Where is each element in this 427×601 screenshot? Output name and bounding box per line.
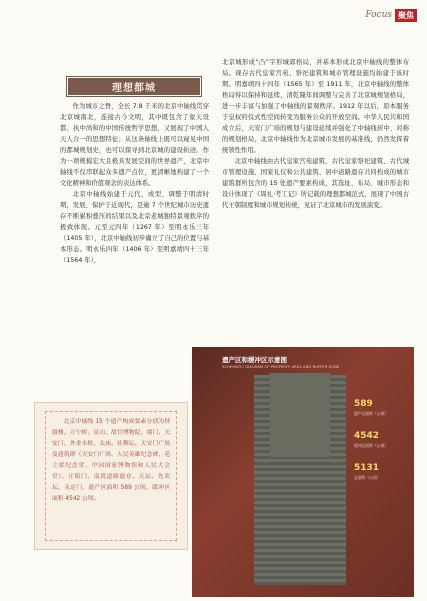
note-box: [34, 402, 188, 550]
section-tag: 聚焦: [395, 9, 417, 22]
heritage-map: [192, 347, 414, 597]
section-name: Focus: [365, 10, 392, 20]
note-text: 北京中轴线 15 个遗产构成要素分别为钟鼓楼、万宁桥、景山、故宫博物院、端门、天安门、外金水桥、太庙、社稷坛、天安门广场及建筑群（天安门广场、人民英雄纪念碑、毛主席纪念堂、中国国家博物馆和人民大会堂）、正阳门、南段道路遗存、天坛、先农坛、永定门，遗产区面积 589 公顷，缓冲区面积 4542 公顷。: [45, 411, 177, 541]
paragraph: 北京中轴线始建于元代，成型、调整于明清时期，发展、保护于近现代，是逾 7 个世纪城市历史遗存不断累积叠压的结果以及北京老城独特景观秩序的极致体现。元至元四年（1267 年）至明永乐三年（1405 年），北京中轴线初步确立了自己的位置与基本形态。明永乐四年（1406 年）至明嘉靖四十三年（1564 年），: [60, 191, 209, 264]
aerial-photo: [254, 375, 346, 585]
paragraph: 北京城形成“凸”字形城郭格局，并基本形成北京中轴线的整体布局。现存古代皇家宫苑、祭祀建筑和城市管理设施均始建于该时期。明嘉靖四十四年（1565 年）至 1911 年，北京中轴线的整体格局得以保持和延续，清乾隆年间调整与完善了北京城规划格局，进一步丰富与加强了中轴线的景观秩序。1912 年以后，原本服务于皇权的仪式性空间转变为服务公众的开放空间。中华人民共和国成立后，天安门广场的规划与建设延续并强化了中轴线居中、对称的规划格局，北京中轴线作为北京城市发展的基准线，仍然发挥着统领性作用。: [222, 59, 409, 154]
stat-label: 总面积（公顷）: [354, 475, 381, 480]
stat-value: 589: [354, 399, 373, 409]
left-column: [60, 101, 209, 266]
map-subtitle: SCHEMATIC DIAGRAM OF PROPERTY AREA AND BUFFER ZONE: [222, 364, 340, 369]
stat-label: 缓冲区面积（公顷）: [354, 443, 389, 448]
stat-value: 5131: [354, 463, 380, 473]
stat-value: 4542: [354, 431, 380, 441]
map-title: 遗产区和缓冲区示意图: [222, 356, 287, 364]
right-column: [222, 57, 409, 211]
paragraph: 北京中轴线由古代皇家宫苑建筑、古代皇家祭祀建筑、古代城市管理设施、国家礼仪和公共建筑、居中道路遗存共同构成的城市建筑群所包含的 15 处遗产要素构成，其选址、布局、城市形态和设计体现了《周礼·考工记》所记载的理想都城范式，展现了中国古代王朝制度和城市规划传统，见证了北京城市的发展演变。: [222, 158, 409, 209]
stat-label: 遗产区面积（公顷）: [354, 411, 389, 416]
city-block: [270, 373, 330, 457]
section-title: 理想都城: [68, 78, 200, 95]
paragraph: 作为城市之脊，全长 7.8 千米的北京中轴线贯穿北京城南北，连接古今文明，其中既包含了象天设都、执中尚和的中国传统哲学思想，又展现了中国人天人合一的思想特征；从这条轴线上既可以窥见中国的都城规划史，也可以探寻到北京城的建设轨迹。作为一项规模宏大且极具发展空间的世界遗产，北京中轴线不仅串联起众多遗产点位，更清晰地构建了一个文化精神和价值观念的表达体系。: [60, 103, 209, 187]
page-header: [365, 6, 417, 24]
